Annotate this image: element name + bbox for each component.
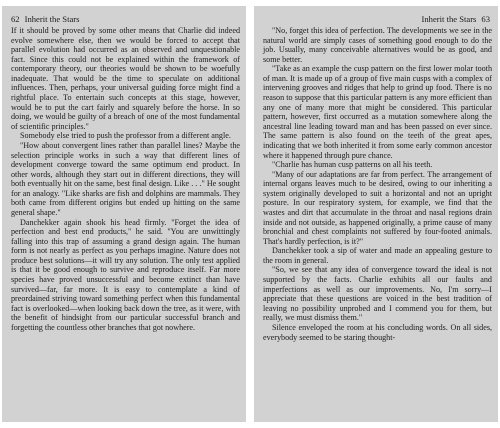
paragraph: Silence enveloped the room at his concluding words. On all sides, everybody seemed to be staring thought- <box>263 322 492 342</box>
paragraph: Somebody else tried to push the professor from a different angle. <box>20 131 231 141</box>
paragraph: "Take as an example the cusp pattern on the first lower molar tooth of man. It is made up of a group of five main cusps with a complex of intervening grooves and ridges that help to grind up food. There is no reason to suppose that this particular pattern is any more efficient than any one of many more that might be considered. This particular pattern, however, first occurred as a mutation somewhere along the ancestral line leading toward man and has been passed on ever since. The same pattern is also found on the teeth of the great apes, indicating that we both inherited it from some early common ancestor where it happened through pure chance. <box>263 64 492 160</box>
right-page <box>254 6 498 422</box>
paragraph: If it should be proved by some other means that Charlie did indeed evolve somewhere else, then we would be forced to accept that parallel evolution had occurred as an observed and unquestionable fact. Since this could not be explained within the framework of contemporary theory, our theories would be shown to be woefully inadequate. That would be the time to speculate on additional influences. Then, perhaps, your universal guiding force might find a rightful place. To entertain such concepts at this stage, however, would be to put the cart fairly and squarely before the horse. In so doing, we would be guilty of a breach of one of the most fundamental of scientific principles." <box>11 26 240 131</box>
paragraph: "Many of our adaptations are far from perfect. The arrangement of internal organs leaves much to be desired, owing to our inheriting a system originally developed to suit a horizontal and not an upright posture. In our respiratory system, for example, we find that the wastes and dirt that accumulate in the throat and nasal regions drain inside and not outside, as happened originally, a prime cause of many bronchial and chest complaints not suffered by four-footed animals. That's hardly perfection, is it?" <box>263 169 492 246</box>
right-running-head: Inherit the Stars <box>421 14 477 24</box>
paragraph: Danchekker again shook his head firmly. "Forget the idea of perfection and best end products," he said. "You are unwittingly falling into this trap of assuming a grand design again. The human form is not nearly as perfect as you perhaps imagine. Nature does not produce best solutions—it will try any solution. The only test applied is that it be good enough to survive and reproduce itself. Far more species have proved unsuccessful and become extinct than have survived—far, far more. It is easy to contemplate a kind of preordained striving toward something perfect when this fundamental fact is overlooked—when looking back down the tree, as it were, with the benefit of hindsight from our particular successful branch and forgetting the countless other branches that got nowhere. <box>11 217 240 332</box>
left-page-header <box>11 14 240 26</box>
paragraph: "How about convergent lines rather than parallel lines? Maybe the selection principle works in such a way that different lines of development converge toward the same optimum end product. In other words, although they start out in different directions, they will both eventually hit on the same, best final design. Like . . ." He sought for an analogy. "Like sharks are fish and dolphins are mammals. They both came from different origins but ended up hitting on the same general shape." <box>11 140 240 217</box>
paragraph: "Charlie has human cusp patterns on all his teeth. <box>272 160 433 170</box>
left-running-head: Inherit the Stars <box>24 14 80 24</box>
paragraph: "No, forget this idea of perfection. The developments we see in the natural world are simply cases of something good enough to do the job. Usually, many conceivable alternatives would be as good, and some better. <box>263 26 492 64</box>
left-page <box>2 6 246 422</box>
paragraph: Danchekker took a sip of water and made an appealing gesture to the room in general. <box>263 246 492 265</box>
left-page-text <box>11 26 240 333</box>
right-page-header <box>263 14 492 26</box>
left-page-number: 62 <box>11 14 20 24</box>
right-page-text <box>263 26 492 342</box>
right-page-number: 63 <box>481 14 490 24</box>
paragraph: "So, we see that any idea of convergence toward the ideal is not supported by the facts. Charlie exhibits all our faults and imperfections as well as our improvements. No, I'm sorry—I appreciate that these questions are voiced in the best tradition of leaving no possibility unprobed and I commend you for them, but really, we must dismiss them." <box>263 265 492 323</box>
